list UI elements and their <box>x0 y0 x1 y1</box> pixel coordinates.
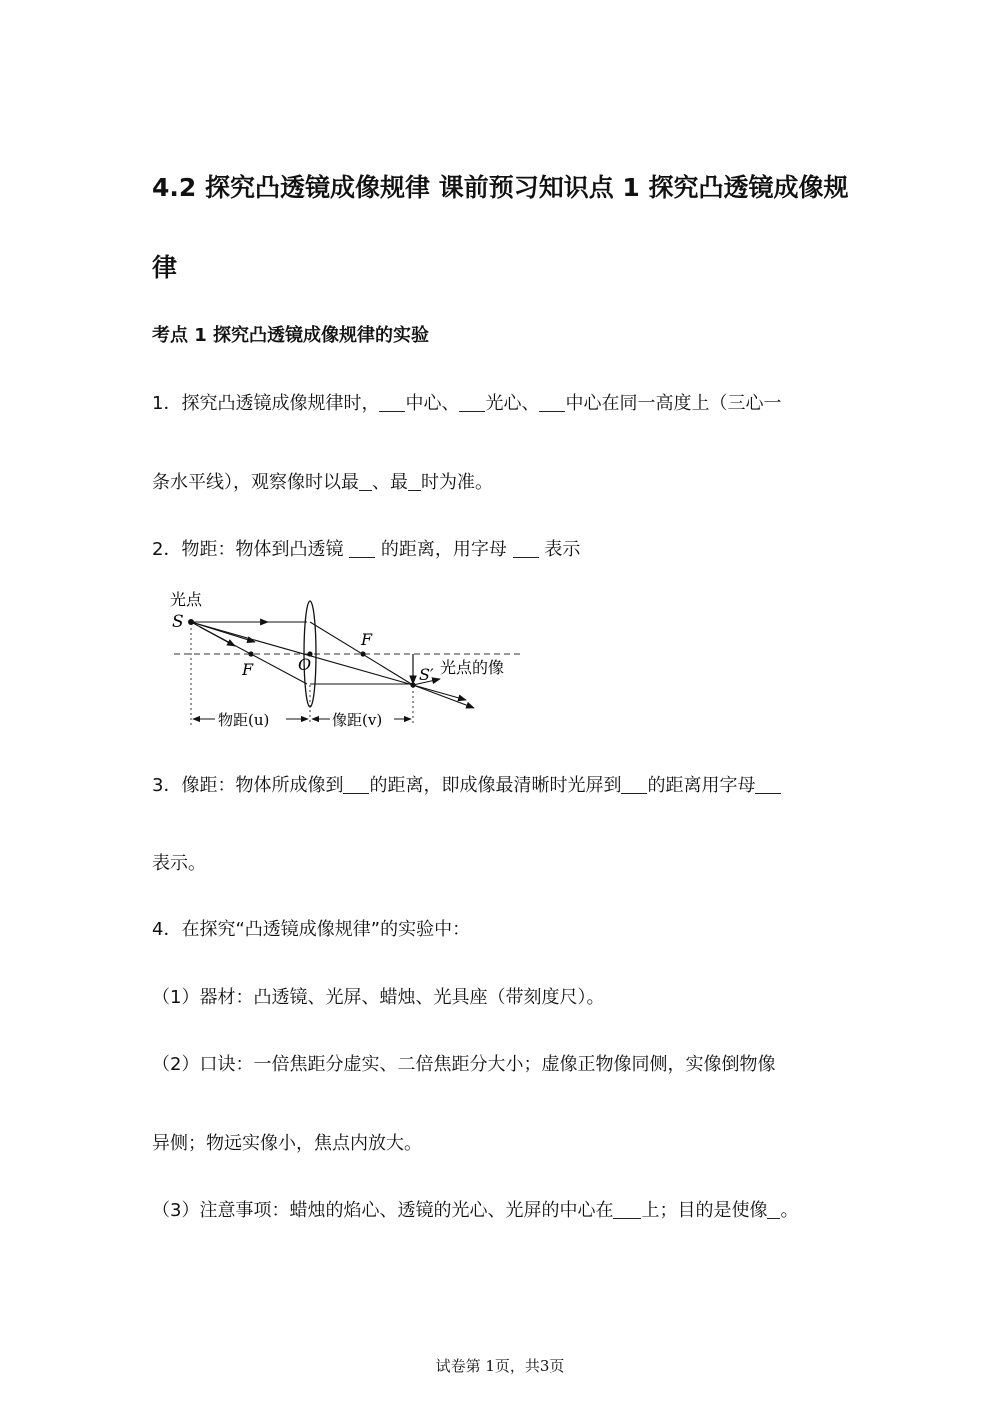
blank <box>539 393 565 412</box>
blank <box>379 393 405 412</box>
blank <box>343 775 369 794</box>
blank <box>359 472 372 491</box>
question-4-intro: 4．在探究“凸透镜成像规律”的实验中： <box>152 919 471 940</box>
label-o: O <box>298 655 312 674</box>
ray-out-2 <box>413 685 466 700</box>
question-4-item-3: （3）注意事项：蜡烛的焰心、透镜的光心、光屏的中心在 上；目的是使像 。 <box>152 1200 799 1221</box>
label-f-left: F <box>242 660 254 679</box>
question-1-line-1: 1．探究凸透镜成像规律时， 中心、 光心、 中心在同一高度上（三心一 <box>152 393 782 414</box>
question-1-line-2: 条水平线），观察像时以最 、最 时为准。 <box>152 472 493 493</box>
label-u: 物距(u) <box>218 711 270 729</box>
question-4-item-2-line-2: 异侧；物远实像小，焦点内放大。 <box>152 1133 422 1154</box>
question-3-line-1: 3．像距：物体所成像到 的距离，即成像最清晰时光屏到 的距离用字母 <box>152 771 781 797</box>
blank <box>349 539 375 558</box>
point-s-prime <box>410 682 415 687</box>
point-f-left <box>248 651 253 656</box>
label-image: 光点的像 <box>440 658 505 677</box>
blank <box>621 775 647 794</box>
blank <box>408 472 421 491</box>
page-title: 4.2 探究凸透镜成像规律 课前预习知识点 1 探究凸透镜成像规 <box>152 173 849 202</box>
label-light-point: 光点 <box>170 590 203 609</box>
point-s <box>188 619 194 625</box>
page-title-continued: 律 <box>152 253 178 282</box>
label-s-prime: S′ <box>419 665 434 684</box>
ray-out-1 <box>413 685 474 708</box>
question-4-item-2-line-1: （2）口诀：一倍焦距分虚实、二倍焦距分大小；虚像正物像同侧，实像倒物像 <box>152 1054 776 1075</box>
label-s: S <box>172 612 184 632</box>
blank <box>513 539 539 558</box>
lens-diagram <box>160 585 530 735</box>
label-f-right: F <box>361 630 373 649</box>
blank <box>459 393 485 412</box>
question-2: 2．物距：物体到凸透镜 的距离，用字母 表示 <box>152 539 581 560</box>
point-f-right <box>360 651 365 656</box>
page-footer: 试卷第 1页，共3页 <box>435 1357 565 1375</box>
label-v: 像距(v) <box>332 711 383 729</box>
question-4-item-1: （1）器材：凸透镜、光屏、蜡烛、光具座（带刻度尺）。 <box>152 987 605 1008</box>
blank <box>767 1200 780 1219</box>
blank <box>613 1200 641 1219</box>
blank <box>755 775 781 794</box>
question-3-line-2: 表示。 <box>152 853 206 874</box>
section-heading: 考点 1 探究凸透镜成像规律的实验 <box>152 325 430 346</box>
